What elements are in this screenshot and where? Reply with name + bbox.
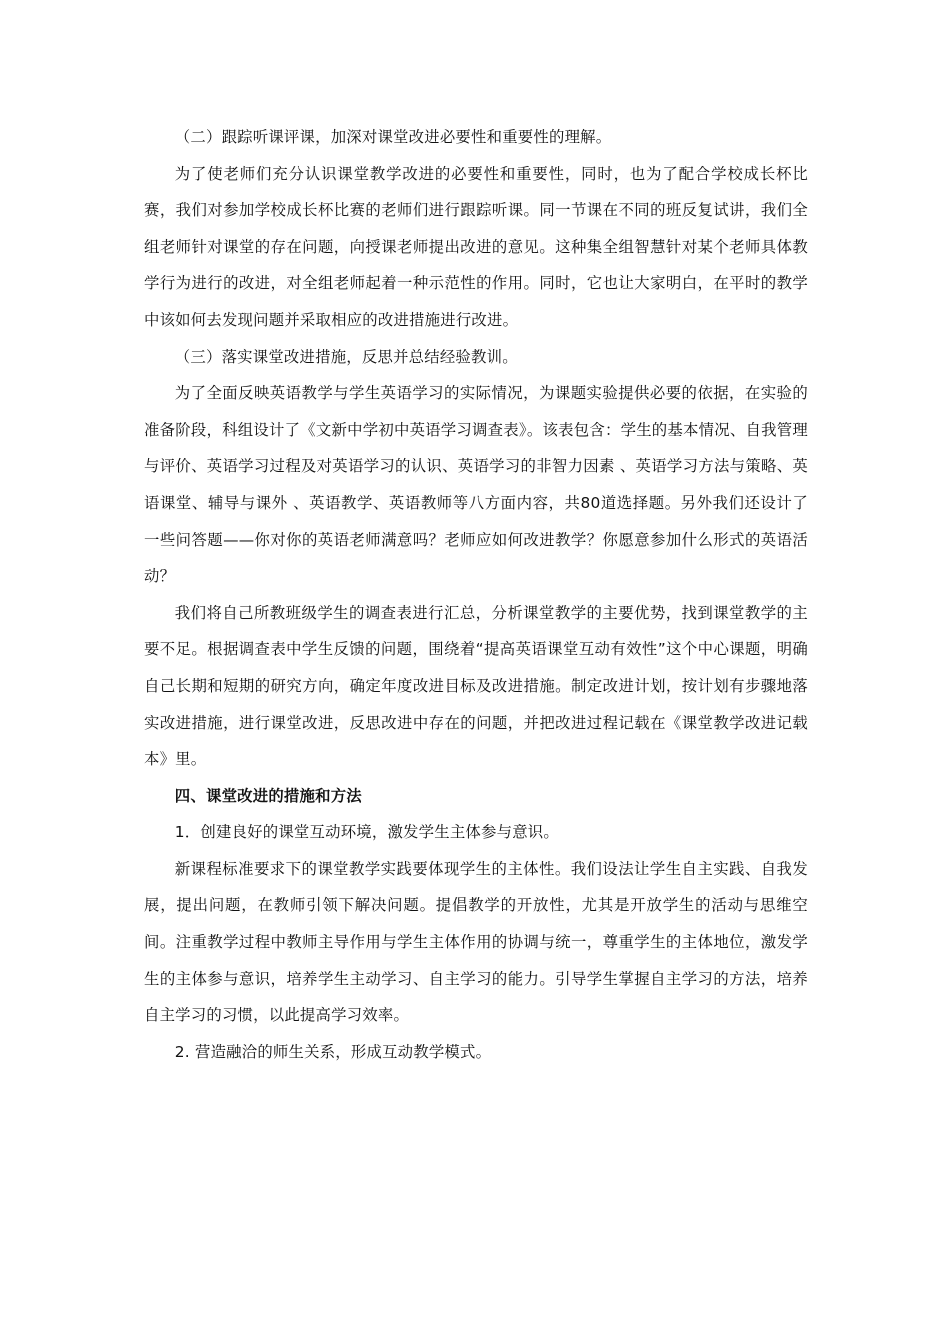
item-heading-2: 2. 营造融洽的师生关系，形成互动教学模式。 — [174, 1042, 492, 1061]
document-body — [144, 119, 808, 1070]
item-heading-1: 1．创建良好的课堂互动环境，激发学生主体参与意识。 — [174, 823, 559, 842]
paragraph-improvement-plan: 我们将自己所教班级学生的调查表进行汇总，分析课堂教学的主要优势，找到课堂教学的主要不足。根据调查表中学生反馈的问题，围绕着“提高英语课堂互动有效性”这个中心课题，明确自己长期和短期的研究方向，确定年度改进目标及改进措施。制定改进计划，按计划有步骤地落实改进措施，进行课堂改进，反思改进中存在的问题，并把改进过程记载在《课堂教学改进记载本》里。 — [144, 603, 808, 769]
paragraph-lesson-tracking: 为了使老师们充分认识课堂教学改进的必要性和重要性，同时，也为了配合学校成长杯比赛，我们对参加学校成长杯比赛的老师们进行跟踪听课。同一节课在不同的班反复试讲，我们全组老师针对课堂的存在问题，向授课老师提出改进的意见。这种集全组智慧针对某个老师具体教学行为进行的改进，对全组老师起着一种示范性的作用。同时，它也让大家明白，在平时的教学中该如何去发现问题并采取相应的改进措施进行改进。 — [144, 164, 808, 329]
subheading-two: （二）跟踪听课评课，加深对课堂改进必要性和重要性的理解。 — [174, 128, 612, 146]
paragraph-student-subject: 新课程标准要求下的课堂教学实践要体现学生的主体性。我们设法让学生自主实践、自我发展，提出问题，在教师引领下解决问题。提倡教学的开放性，尤其是开放学生的活动与思维空间。注重教学过程中教师主导作用与学生主体作用的协调与统一，尊重学生的主体地位，激发学生的主体参与意识，培养学生主动学习、自主学习的能力。引导学生掌握自主学习的方法，培养自主学习的习惯，以此提高学习效率。 — [144, 859, 808, 1025]
section-heading-four: 四、课堂改进的措施和方法 — [174, 786, 362, 805]
paragraph-survey: 为了全面反映英语教学与学生英语学习的实际情况，为课题实验提供必要的依据，在实验的准备阶段，科组设计了《文新中学初中英语学习调查表》。该表包含：学生的基本情况、自我管理与评价、英语学习过程及对英语学习的认识、英语学习的非智力因素 、英语学习方法与策略、英语课堂、辅导与课外 、英语教学、英语教师等八方面内容，共80道选择题。另外我们还设计了一些问答题——你对你的英语老师满意吗？老师应如何改进教学？你愿意参加什么形式的英语活动？ — [144, 384, 808, 586]
subheading-three: （三）落实课堂改进措施，反思并总结经验教训。 — [174, 347, 518, 366]
